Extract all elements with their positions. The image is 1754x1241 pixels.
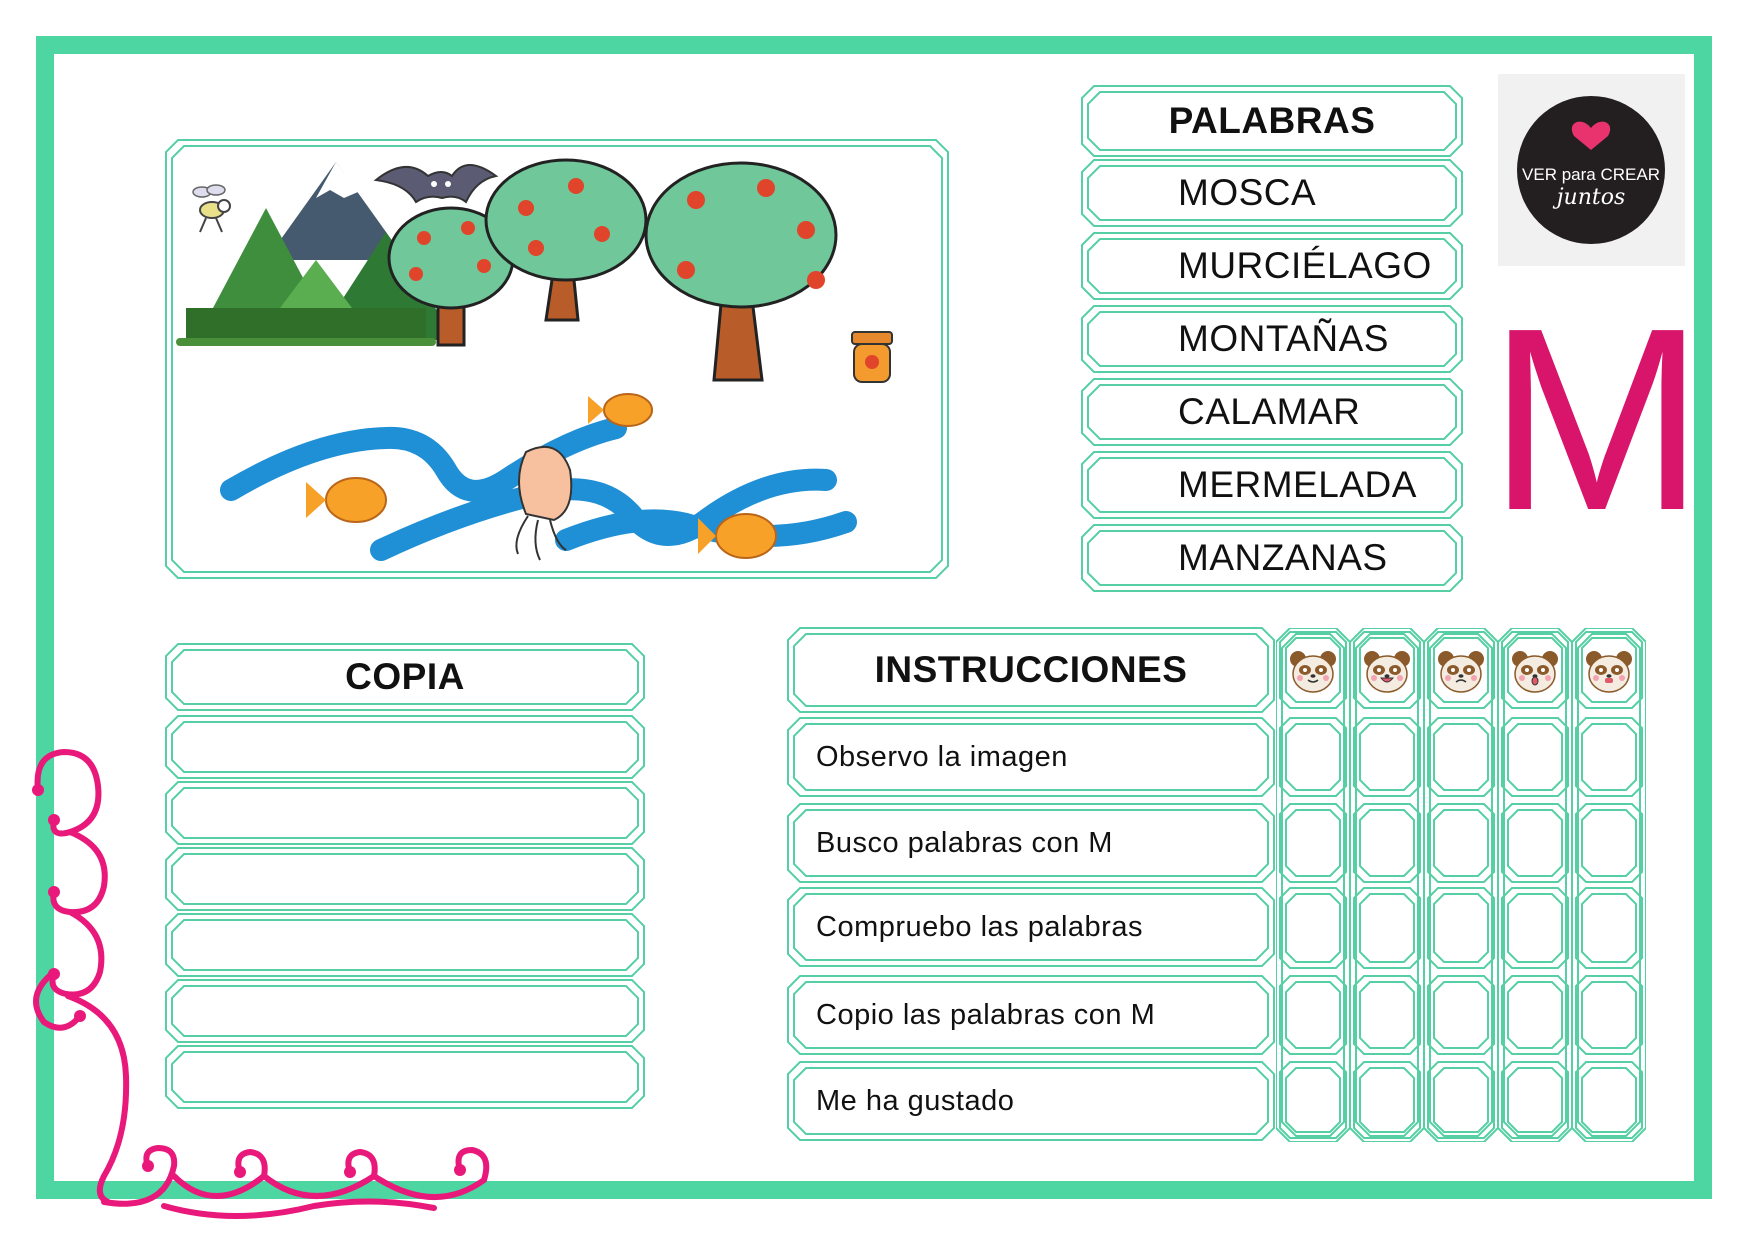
instrucciones-title [788,628,1274,712]
panda-surprised-icon [1510,647,1560,697]
fish-icon [306,478,386,522]
rating-checkbox[interactable] [1354,888,1420,968]
palabras-title-label: PALABRAS [1168,100,1376,141]
word-item-label: MANZANAS [1178,537,1388,578]
word-item-label: MERMELADA [1178,464,1417,505]
instruction-row [788,976,1274,1054]
rating-checkbox[interactable] [1280,804,1346,882]
instruction-row-label: Copio las palabras con M [816,998,1156,1031]
rating-checkbox[interactable] [1428,1062,1494,1138]
word-item [1082,233,1462,299]
panda-sad-icon [1436,647,1486,697]
rating-checkbox[interactable] [1428,976,1494,1054]
illustration-panel [166,140,948,578]
rating-checkbox[interactable] [1502,804,1568,882]
instrucciones-title-label: INSTRUCCIONES [874,649,1188,690]
instruction-row-label: Me ha gustado [816,1084,1015,1117]
word-item-label: MONTAÑAS [1178,318,1389,359]
instruction-row [788,804,1274,882]
rating-checkbox[interactable] [1428,804,1494,882]
rating-checkbox[interactable] [1576,888,1642,968]
rating-checkbox[interactable] [1502,718,1568,796]
rating-checkbox[interactable] [1354,718,1420,796]
bat-icon [376,165,496,202]
rating-checkbox[interactable] [1576,1062,1642,1138]
apple-tree-icon [646,163,836,380]
featured-letter: M [1488,275,1705,565]
rating-checkbox[interactable] [1428,888,1494,968]
word-item [1082,306,1462,372]
scene-illustration [166,140,948,578]
word-item [1082,452,1462,518]
fish-icon [588,394,652,426]
word-item [1082,160,1462,226]
word-item-label: MURCIÉLAGO [1178,245,1432,286]
rating-checkbox[interactable] [1280,976,1346,1054]
rating-checkbox[interactable] [1576,718,1642,796]
jam-jar-icon [852,332,892,382]
panda-smile-icon [1288,647,1338,697]
rating-checkbox[interactable] [1576,804,1642,882]
rating-checkbox[interactable] [1354,1062,1420,1138]
rating-checkbox[interactable] [1280,1062,1346,1138]
word-item [1082,525,1462,591]
logo-line2: juntos [1556,185,1626,210]
rating-checkbox[interactable] [1280,888,1346,968]
word-item-label: CALAMAR [1178,391,1361,432]
instruction-row-label: Compruebo las palabras [816,910,1143,943]
instruction-row [788,1062,1274,1140]
instruction-row [788,718,1274,796]
rating-checkbox[interactable] [1354,976,1420,1054]
instruction-row-label: Observo la imagen [816,740,1068,773]
logo-line1: VER para CREAR [1522,165,1660,184]
rating-checkbox[interactable] [1502,976,1568,1054]
rating-checkbox[interactable] [1502,1062,1568,1138]
brand-logo [1498,74,1685,266]
rating-checkbox[interactable] [1576,976,1642,1054]
panda-grin-icon [1362,647,1412,697]
word-item [1082,379,1462,445]
fly-icon [193,185,230,232]
instruction-row-label: Busco palabras con M [816,826,1113,859]
instruction-row [788,888,1274,966]
rating-checkbox[interactable] [1502,888,1568,968]
rating-checkbox[interactable] [1280,718,1346,796]
word-item-label: MOSCA [1178,172,1317,213]
rating-checkbox[interactable] [1354,804,1420,882]
panda-shy-icon [1584,647,1634,697]
rating-checkbox[interactable] [1428,718,1494,796]
copia-title-label: COPIA [345,656,465,697]
copia-title [166,644,644,710]
palabras-title [1082,86,1462,156]
apple-tree-icon [486,160,646,320]
decorative-swirl [14,736,514,1236]
